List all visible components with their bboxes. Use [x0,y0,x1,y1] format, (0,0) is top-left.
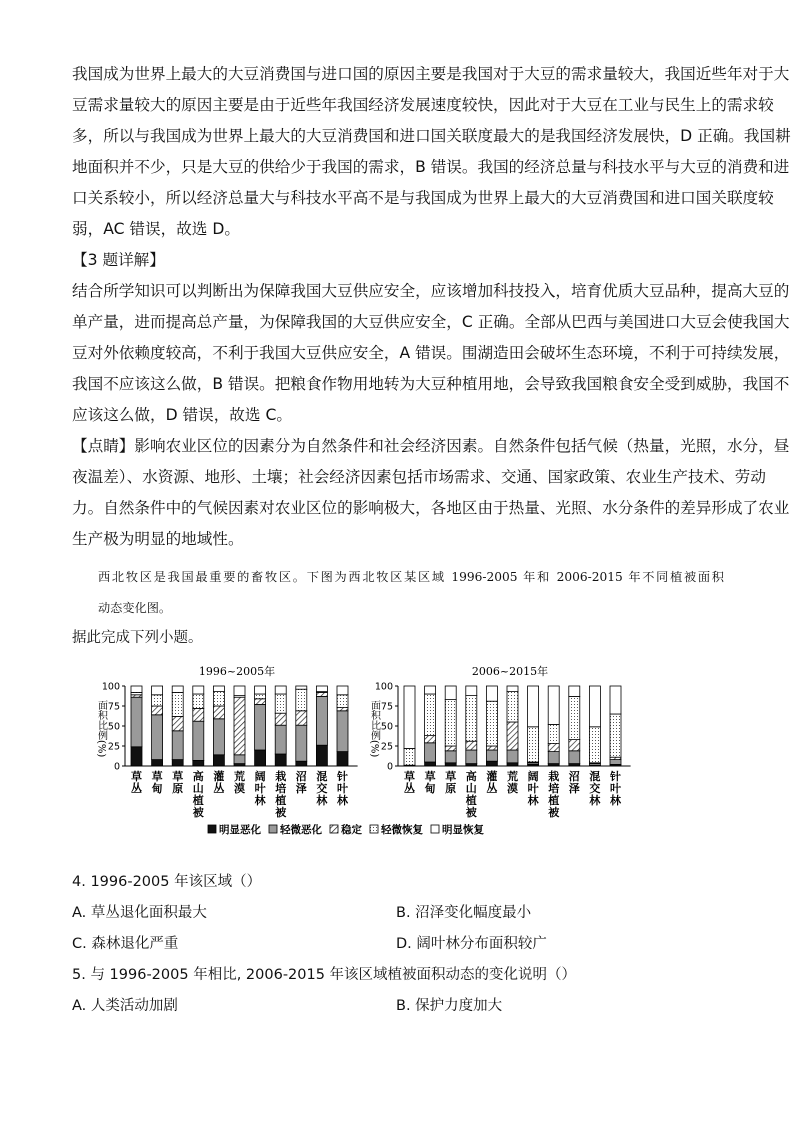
bar-segment-1 [316,745,327,766]
y-tick-label: 50 [107,721,120,733]
x-tick-label: 原 [445,782,457,795]
x-tick-label: 荒 [507,770,518,783]
x-tick-label: 被 [275,806,287,819]
bar-segment-1 [425,762,436,766]
legend-swatch [208,825,216,833]
q5-option-b[interactable]: B. 保护力度加大 [396,998,503,1014]
bar-segment-4 [425,694,436,736]
text-line: 豆对外依赖度较高，不利于我国大豆供应安全，A 错误。围湖造田会破坏生态环境，不利于可持续发展， [72,344,790,362]
x-tick-label: 甸 [424,782,436,795]
chart-title: 1996~2005年 [198,665,276,678]
bar-segment-5 [528,686,539,727]
legend-label: 明显恢复 [442,824,484,836]
q4-stem: 4. 1996-2005 年该区域（） [72,874,262,890]
bar-segment-1 [486,761,497,766]
x-tick-label: 灌 [213,770,225,783]
q4-option-d[interactable]: D. 阔叶林分布面积较广 [396,936,547,952]
bar-segment-3 [548,744,559,752]
bar-segment-2 [610,760,621,765]
bar-segment-5 [131,686,142,692]
x-tick-label: 荒 [234,770,245,783]
x-tick-label: 栽 [275,770,287,783]
bar-segment-2 [255,704,266,750]
vegetation-change-charts [90,655,650,855]
bar-segment-5 [445,686,456,700]
x-tick-label: 草 [424,770,436,783]
bar-segment-4 [275,694,286,713]
y-tick-label: 100 [101,681,120,693]
bar-segment-2 [152,715,163,760]
bar-segment-4 [172,692,183,716]
x-tick-label: 阔 [527,770,539,783]
x-tick-label: 叶 [337,782,348,795]
y-tick-label: 50 [380,721,393,733]
text-line: 应该这么做，D 错误，故选 C。 [72,406,292,424]
x-tick-label: 甸 [151,782,163,795]
x-tick-label: 林 [610,794,621,807]
x-tick-label: 叶 [254,782,266,795]
text-line: 单产量，进而提高总产量，为保障我国的大豆供应安全，C 正确。全部从巴西与美国进口大豆会使我国大 [72,313,790,331]
x-tick-label: 培 [275,782,287,795]
x-tick-label: 草 [404,770,415,783]
text-line: 豆需求量较大的原因主要是由于近些年我国经济发展速度较快，因此对于大豆在工业与民生上的需求较 [72,96,774,114]
bar-segment-4 [466,696,477,742]
bar-segment-4 [193,694,204,708]
bar-segment-2 [569,751,580,764]
bar-segment-3 [337,708,348,711]
q5-stem: 5. 与 1996-2005 年相比, 2006-2015 年该区域植被面积动态的变化说明（） [72,967,577,983]
x-tick-label: 林 [254,794,266,807]
x-tick-label: 漠 [234,782,245,795]
chart-1996-2005 [96,664,358,819]
x-tick-label: 阔 [254,770,266,783]
x-tick-label: 丛 [404,782,415,795]
bar-segment-5 [404,686,415,748]
y-tick-label: 100 [374,681,393,693]
bar-segment-5 [548,686,559,724]
bar-segment-2 [213,719,224,755]
bar-segment-4 [213,692,224,706]
x-tick-label: 沼 [568,770,580,783]
bar-segment-1 [193,760,204,766]
bar-segment-4 [589,727,600,763]
bar-segment-4 [255,694,266,699]
y-tick-label: 0 [113,761,120,773]
x-tick-label: 混 [589,770,601,783]
x-tick-label: 林 [316,794,328,807]
bar-segment-5 [610,686,621,714]
x-tick-label: 叶 [527,782,539,795]
x-tick-label: 山 [465,782,477,795]
bar-segment-5 [275,686,286,694]
answer-paragraph-1 [72,59,791,555]
text-line: 力。自然条件中的气候因素对农业区位的影响极大，各地区由于热量、光照、水分条件的差异形成了农业 [72,499,790,517]
bar-segment-3 [152,706,163,715]
bar-segment-3 [569,740,580,751]
bar-segment-2 [507,750,518,763]
bar-segment-4 [507,692,518,722]
bar-segment-4 [152,695,163,706]
x-tick-label: 植 [275,794,287,807]
bar-segment-4 [296,689,307,711]
bar-segment-3 [316,692,327,696]
material-line: 西北牧区是我国最重要的畜牧区。下图为西北牧区某区域 1996-2005 年和 2006-2015 年不同植被面积 [98,570,724,584]
instruction [72,623,724,654]
question-material [72,562,724,624]
bar-segment-3 [255,699,266,705]
x-tick-label: 针 [337,770,348,783]
x-tick-label: 漠 [507,782,518,795]
x-tick-label: 植 [465,794,477,807]
y-tick-label: 25 [380,741,393,753]
legend-label: 稳定 [341,824,362,836]
bar-segment-1 [172,760,183,766]
legend-label: 轻微恢复 [381,824,423,836]
y-tick-label: 25 [107,741,120,753]
legend-swatch [431,825,439,833]
bar-segment-3 [296,711,307,725]
bar-segment-5 [172,686,183,692]
x-tick-label: 高 [192,770,204,783]
x-tick-label: 草 [131,770,142,783]
bar-segment-2 [337,711,348,752]
bar-segment-2 [486,750,497,761]
bar-segment-4 [486,701,497,746]
text-line: 生产极为明显的地域性。 [72,530,244,548]
bar-segment-5 [255,686,266,694]
bar-segment-3 [193,708,204,721]
x-tick-label: 林 [527,794,539,807]
bar-segment-1 [296,761,307,766]
bar-segment-5 [425,686,436,694]
x-tick-label: 草 [445,770,457,783]
x-tick-label: 泽 [295,782,307,795]
y-axis-label: 面积比例(%) [368,700,380,758]
x-tick-label: 林 [337,794,348,807]
x-tick-label: 草 [151,770,163,783]
q4-option-b[interactable]: B. 沼泽变化幅度最小 [396,905,532,921]
bar-segment-2 [466,750,477,764]
x-tick-label: 针 [610,770,621,783]
bar-segment-4 [569,696,580,739]
bar-segment-1 [131,747,142,766]
x-tick-label: 交 [316,782,328,795]
bar-segment-5 [589,686,600,727]
bar-segment-3 [466,741,477,750]
bar-segment-2 [193,721,204,760]
x-tick-label: 丛 [213,782,225,795]
bar-segment-3 [172,716,183,730]
bar-segment-5 [296,686,307,689]
x-tick-label: 被 [192,806,204,819]
x-tick-label: 林 [589,794,601,807]
bar-segment-5 [152,686,163,695]
x-tick-label: 被 [548,806,560,819]
y-axis-label: 面积比例(%) [95,700,107,758]
instruction-text: 据此完成下列小题。 [72,630,203,646]
q4-option-a[interactable]: A. 草丛退化面积最大 [72,905,207,921]
text-line: 我国成为世界上最大的大豆消费国与进口国的原因主要是我国对于大豆的需求量较大，我国近些年对于大 [72,65,790,83]
bar-segment-4 [528,727,539,762]
x-tick-label: 丛 [131,782,142,795]
bar-segment-3 [445,746,456,751]
bar-segment-1 [213,755,224,766]
text-line: 结合所学知识可以判断出为保障我国大豆供应安全，应该增加科技投入，培育优质大豆品种，提高大豆的 [72,282,790,300]
legend-swatch [330,825,338,833]
q5-option-a[interactable]: A. 人类活动加剧 [72,998,178,1014]
bar-segment-2 [131,697,142,747]
bar-segment-5 [486,686,497,701]
q3-heading: 【3 题详解】 [72,251,165,269]
bar-segment-2 [234,755,245,764]
x-tick-label: 灌 [486,770,498,783]
bar-segment-3 [486,746,497,750]
x-tick-label: 植 [192,794,204,807]
bar-segment-2 [445,751,456,763]
x-tick-label: 植 [548,794,560,807]
bar-segment-2 [316,696,327,745]
material-line: 动态变化图。 [98,601,172,615]
bar-segment-4 [548,724,559,743]
bar-segment-4 [610,714,621,757]
bar-segment-2 [275,725,286,754]
x-tick-label: 山 [192,782,204,795]
bar-segment-1 [152,760,163,766]
chart-legend [208,823,484,836]
bar-segment-2 [548,752,559,764]
bar-segment-3 [507,722,518,750]
text-line: 【点睛】影响农业区位的因素分为自然条件和社会经济因素。自然条件包括气候（热量，光照，水分，昼 [72,437,790,455]
text-line: 地面积并不少，只是大豆的供给少于我国的需求，B 错误。我国的经济总量与科技水平与大豆的消费和进 [72,158,790,176]
x-tick-label: 泽 [568,782,580,795]
bar-segment-2 [172,731,183,760]
bar-segment-1 [337,752,348,766]
chart-2006-2015 [369,664,631,819]
bar-segment-5 [213,686,224,692]
y-tick-label: 0 [386,761,393,773]
q4-option-c[interactable]: C. 森林退化严重 [72,936,179,952]
bar-segment-5 [316,686,327,692]
legend-label: 明显恶化 [219,824,261,836]
y-tick-label: 75 [107,701,120,713]
bar-segment-3 [213,706,224,719]
x-tick-label: 培 [548,782,560,795]
x-tick-label: 叶 [610,782,621,795]
legend-swatch [370,825,378,833]
x-tick-label: 草 [172,770,184,783]
bar-segment-2 [425,743,436,762]
bar-segment-5 [193,686,204,694]
bar-segment-1 [255,750,266,766]
legend-label: 轻微恶化 [280,824,322,836]
x-tick-label: 栽 [548,770,560,783]
y-tick-label: 75 [380,701,393,713]
text-line: 口关系较小，所以经济总量大与科技水平高不是与我国成为世界上最大的大豆消费国和进口国关联度较 [72,189,774,207]
bar-segment-5 [466,686,477,696]
text-line: 弱，AC 错误，故选 D。 [72,220,240,238]
text-line: 夜温差）、水资源、地形、土壤；社会经济因素包括市场需求、交通、国家政策、农业生产技术、劳动 [72,468,766,486]
text-line: 多，所以与我国成为世界上最大的大豆消费国和进口国关联度最大的是我国经济发展快，D 正确。我国耕 [72,127,791,145]
bar-segment-5 [507,686,518,692]
bar-segment-4 [337,695,348,708]
x-tick-label: 丛 [486,782,498,795]
x-tick-label: 被 [465,806,477,819]
bar-segment-4 [445,700,456,746]
x-tick-label: 原 [172,782,184,795]
text-line: 我国不应该这么做，B 错误。把粮食作物用地转为大豆种植用地，会导致我国粮食安全受到威胁，我国不 [72,375,790,393]
bar-segment-1 [275,754,286,766]
bar-segment-3 [275,713,286,725]
bar-segment-5 [234,686,245,696]
legend-swatch [269,825,277,833]
x-tick-label: 高 [465,770,477,783]
bar-segment-5 [569,686,580,696]
bar-segment-5 [337,686,348,695]
x-tick-label: 混 [316,770,328,783]
bar-segment-3 [425,736,436,743]
bar-segment-4 [404,748,415,765]
bar-segment-3 [234,697,245,755]
x-tick-label: 沼 [295,770,307,783]
bar-segment-2 [296,725,307,761]
x-tick-label: 交 [589,782,601,795]
chart-title: 2006~2015年 [471,665,549,678]
